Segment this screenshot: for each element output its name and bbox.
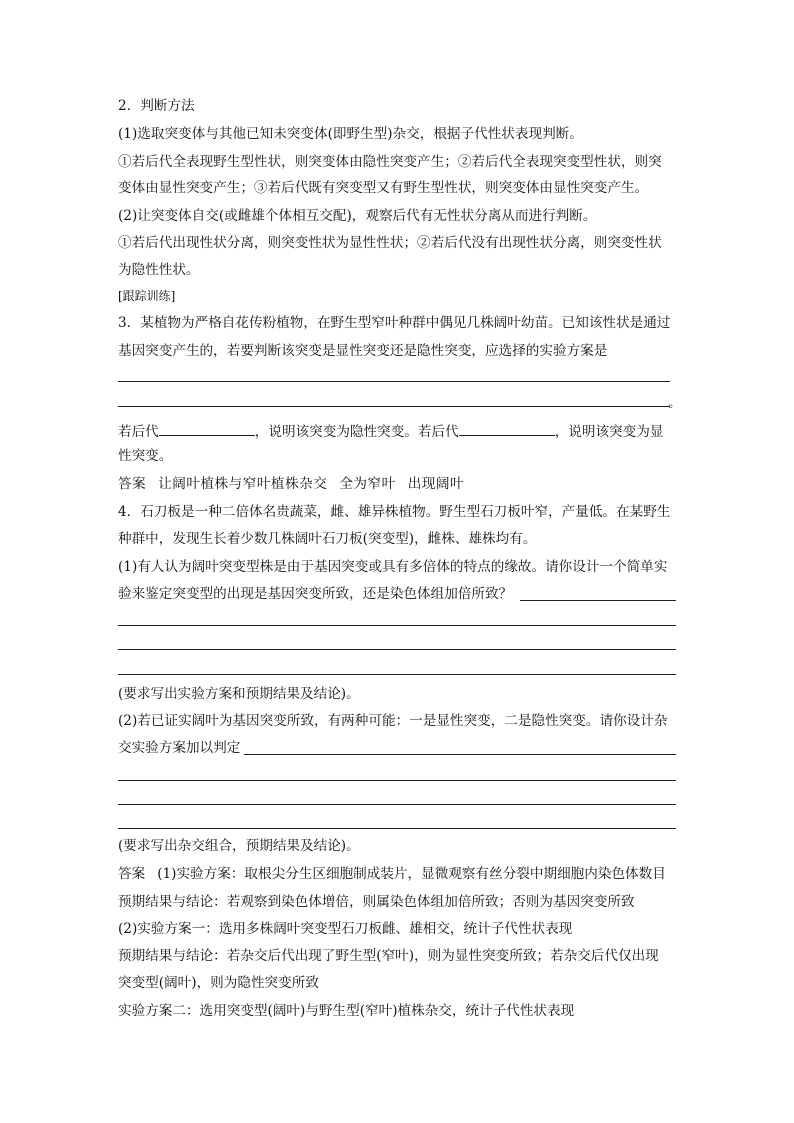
answer-blank-line[interactable] [118,780,676,781]
answer-blank-line[interactable] [118,381,670,382]
answer-blank-line[interactable] [118,406,670,407]
method-result-line-4: 为隐性性状。 [118,262,200,278]
question-4-stem-line-1: 4．石刀板是一种二倍体名贵蔬菜，雌、雄异株植物。野生型石刀板叶窄，产量低。在某野生 [118,504,671,520]
question-4-part-2-line-1: (2)若已证实阔叶为基因突变所致，有两种可能：一是显性突变，二是隐性突变。请你设计杂 [118,713,668,729]
fill-blank[interactable] [459,421,555,436]
question-3-answer: 答案 让阔叶植株与窄叶植株杂交 全为窄叶 出现阔叶 [118,476,465,492]
question-4-part-1-line-2: 验来鉴定突变型的出现是基因突变所致，还是染色体组加倍所致？ [118,586,513,602]
answer-blank-line[interactable] [118,804,676,805]
method-result-line-2: 变体由显性突变产生；③若后代既有突变型又有野生型性状，则突变体由显性突变产生。 [118,180,649,196]
answer-blank-line[interactable] [118,674,676,675]
answer-blank-line[interactable] [118,649,676,650]
answer-blank-line[interactable] [118,625,676,626]
training-label: [跟踪训练] [118,289,176,303]
method-paragraph-2: (2)让突变体自交(或雌雄个体相互交配)，观察后代有无性状分离从而进行判断。 [118,208,597,224]
method-paragraph-1: (1)选取突变体与其他已知未突变体(即野生型)杂交，根据子代性状表现判断。 [118,126,583,142]
question-4-stem-line-2: 种群中，发现生长着少数几株阔叶石刀板(突变型)，雌株、雄株均有。 [118,531,537,547]
question-3-fill-line-2: 性突变。 [118,448,173,464]
question-4-answer-line-1: 答案 (1)实验方案：取根尖分生区细胞制成装片，显微观察有丝分裂中期细胞内染色体数目 [118,866,666,882]
question-4-part-1-line-1: (1)有人认为阔叶突变型株是由于基因突变或具有多倍体的特点的缘故。请你设计一个简单实 [118,559,668,575]
method-result-line-3: ①若后代出现性状分离，则突变性状为显性性状；②若后代没有出现性状分离，则突变性状 [118,235,662,251]
question-4-requirement-2: (要求写出杂交组合，预期结果及结论)。 [118,838,360,854]
question-3-stem-line-2: 基因突变产生的，若要判断该突变是显性突变还是隐性突变，应选择的实验方案是 [118,343,608,359]
answer-blank-line[interactable] [520,600,676,601]
answer-blank-line[interactable] [244,754,676,755]
question-4-answer-line-3: (2)实验方案一：选用多株阔叶突变型石刀板雌、雄相交，统计子代性状表现 [118,921,573,937]
question-3-stem-line-1: 3．某植物为严格自花传粉植物，在野生型窄叶种群中偶见几株阔叶幼苗。已知该性状是通过 [118,315,671,331]
question-4-answer-line-2: 预期结果与结论：若观察到染色体增倍，则属染色体组加倍所致；否则为基因突变所致 [118,894,635,910]
question-4-answer-line-5: 突变型(阔叶)，则为隐性突变所致 [118,975,319,991]
question-4-requirement-1: (要求写出实验方案和预期结果及结论)。 [118,686,360,702]
end-mark: 。 [668,395,682,411]
section-heading: 2．判断方法 [118,98,195,114]
question-4-part-2-line-2: 交实验方案加以判定 [118,740,241,756]
question-4-answer-line-6: 实验方案二：选用突变型(阔叶)与野生型(窄叶)植株杂交，统计子代性状表现 [118,1003,575,1019]
question-3-fill-line: 若后代 ，说明该突变为隐性突变。若后代 ，说明该突变为显 [118,421,663,442]
question-4-answer-line-4: 预期结果与结论：若杂交后代出现了野生型(窄叶)，则为显性突变所致；若杂交后代仅出现 [118,948,659,964]
method-result-line-1: ①若后代全表现野生型性状，则突变体由隐性突变产生；②若后代全表现突变型性状，则突 [118,154,662,170]
answer-blank-line[interactable] [118,828,676,829]
fill-blank[interactable] [159,421,255,436]
